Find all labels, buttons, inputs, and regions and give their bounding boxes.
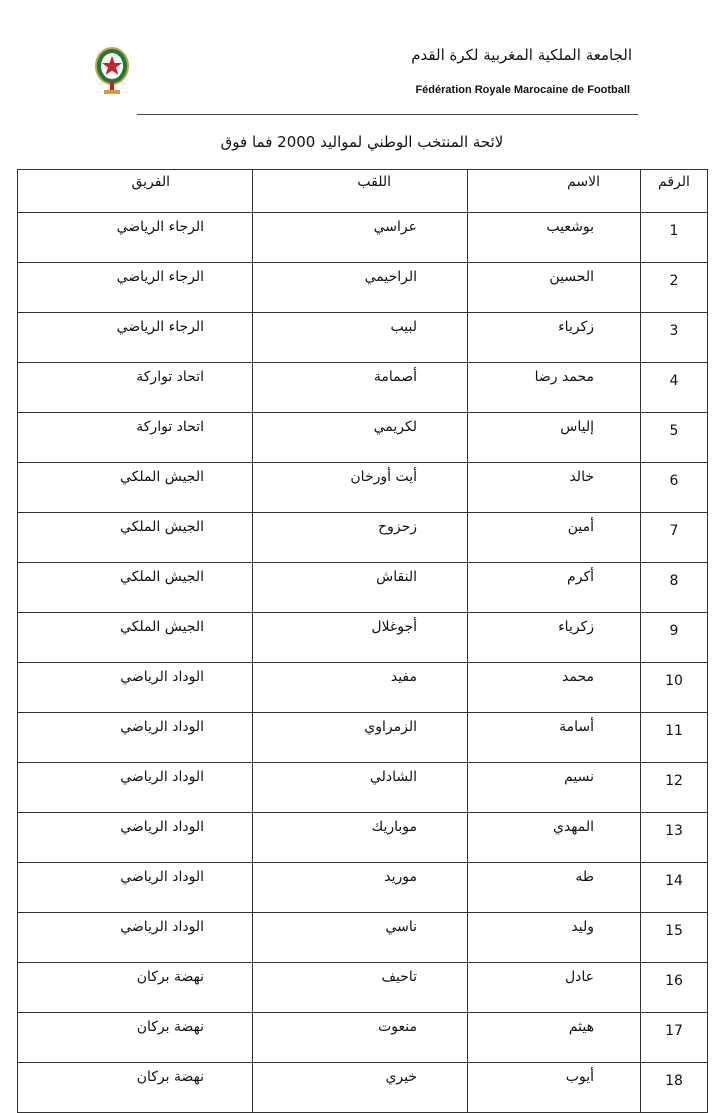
- cell-name: محمد: [468, 663, 641, 713]
- table-row: [18, 763, 708, 813]
- table-row: [18, 213, 708, 263]
- cell-team: الرجاء الرياضي: [18, 263, 253, 313]
- cell-name: خالد: [468, 463, 641, 513]
- cell-surname: أجوغلال: [253, 613, 468, 663]
- cell-number: 1: [641, 213, 708, 263]
- cell-team: الرجاء الرياضي: [18, 213, 253, 263]
- cell-number: 10: [641, 663, 708, 713]
- cell-number: 3: [641, 313, 708, 363]
- cell-name: زكرياء: [468, 313, 641, 363]
- cell-team: الوداد الرياضي: [18, 763, 253, 813]
- cell-surname: النقاش: [253, 563, 468, 613]
- cell-team: الوداد الرياضي: [18, 713, 253, 763]
- cell-team: اتحاد تواركة: [18, 363, 253, 413]
- cell-surname: أصمامة: [253, 363, 468, 413]
- cell-number: 2: [641, 263, 708, 313]
- table-row: [18, 613, 708, 663]
- cell-name: عادل: [468, 963, 641, 1013]
- cell-number: 5: [641, 413, 708, 463]
- cell-number: 7: [641, 513, 708, 563]
- cell-surname: أيت أورخان: [253, 463, 468, 513]
- table-row: [18, 663, 708, 713]
- table-row: [18, 563, 708, 613]
- cell-surname: الزمراوي: [253, 713, 468, 763]
- cell-number: 9: [641, 613, 708, 663]
- cell-team: الجيش الملكي: [18, 563, 253, 613]
- cell-name: هيثم: [468, 1013, 641, 1063]
- cell-name: وليد: [468, 913, 641, 963]
- frmf-crest-icon: [92, 44, 132, 98]
- cell-number: 17: [641, 1013, 708, 1063]
- table-row: [18, 513, 708, 563]
- cell-surname: الراحيمي: [253, 263, 468, 313]
- document-title: لائحة المنتخب الوطني لمواليد 2000 فما فوق: [220, 133, 504, 151]
- column-header-number: الرقم: [641, 170, 708, 213]
- cell-number: 14: [641, 863, 708, 913]
- cell-team: الوداد الرياضي: [18, 813, 253, 863]
- cell-surname: موباريك: [253, 813, 468, 863]
- cell-team: الجيش الملكي: [18, 463, 253, 513]
- column-header-surname: اللقب: [253, 170, 468, 213]
- cell-number: 12: [641, 763, 708, 813]
- table-row: [18, 963, 708, 1013]
- table-body: [18, 213, 708, 1113]
- cell-number: 15: [641, 913, 708, 963]
- cell-surname: خيري: [253, 1063, 468, 1113]
- cell-surname: تاحيف: [253, 963, 468, 1013]
- cell-team: الوداد الرياضي: [18, 663, 253, 713]
- cell-number: 13: [641, 813, 708, 863]
- cell-number: 11: [641, 713, 708, 763]
- table-row: [18, 463, 708, 513]
- cell-team: الوداد الرياضي: [18, 863, 253, 913]
- cell-name: أسامة: [468, 713, 641, 763]
- cell-surname: زحزوح: [253, 513, 468, 563]
- cell-name: زكرياء: [468, 613, 641, 663]
- cell-surname: مفيد: [253, 663, 468, 713]
- table-row: [18, 913, 708, 963]
- cell-name: بوشعيب: [468, 213, 641, 263]
- table-row: [18, 363, 708, 413]
- cell-team: اتحاد تواركة: [18, 413, 253, 463]
- cell-number: 16: [641, 963, 708, 1013]
- cell-name: نسيم: [468, 763, 641, 813]
- player-roster-table: [17, 169, 708, 1113]
- table-row: [18, 713, 708, 763]
- cell-name: أيوب: [468, 1063, 641, 1113]
- cell-name: الحسين: [468, 263, 641, 313]
- table-row: [18, 1063, 708, 1113]
- cell-team: الجيش الملكي: [18, 613, 253, 663]
- table-row: [18, 413, 708, 463]
- table-row: [18, 1013, 708, 1063]
- cell-team: نهضة بركان: [18, 1013, 253, 1063]
- cell-team: نهضة بركان: [18, 963, 253, 1013]
- table-row: [18, 313, 708, 363]
- cell-surname: الشادلي: [253, 763, 468, 813]
- cell-team: الرجاء الرياضي: [18, 313, 253, 363]
- cell-name: المهدي: [468, 813, 641, 863]
- table-row: [18, 263, 708, 313]
- cell-number: 6: [641, 463, 708, 513]
- cell-number: 18: [641, 1063, 708, 1113]
- cell-surname: منعوت: [253, 1013, 468, 1063]
- cell-surname: موريد: [253, 863, 468, 913]
- cell-name: محمد رضا: [468, 363, 641, 413]
- header-divider: [137, 114, 638, 115]
- cell-name: أمين: [468, 513, 641, 563]
- org-name-french: Fédération Royale Marocaine de Football: [415, 84, 630, 96]
- table-row: [18, 813, 708, 863]
- column-header-name: الاسم: [468, 170, 641, 213]
- cell-name: أكرم: [468, 563, 641, 613]
- cell-surname: ناسي: [253, 913, 468, 963]
- column-header-team: الفريق: [18, 170, 253, 213]
- cell-team: نهضة بركان: [18, 1063, 253, 1113]
- cell-team: الوداد الرياضي: [18, 913, 253, 963]
- org-name-arabic: الجامعة الملكية المغربية لكرة القدم: [411, 46, 632, 64]
- cell-name: طه: [468, 863, 641, 913]
- cell-number: 4: [641, 363, 708, 413]
- cell-team: الجيش الملكي: [18, 513, 253, 563]
- cell-surname: لبيب: [253, 313, 468, 363]
- cell-number: 8: [641, 563, 708, 613]
- cell-name: إلياس: [468, 413, 641, 463]
- table-row: [18, 863, 708, 913]
- cell-surname: لكريمي: [253, 413, 468, 463]
- table-header-row: [18, 170, 708, 213]
- cell-surname: عراسي: [253, 213, 468, 263]
